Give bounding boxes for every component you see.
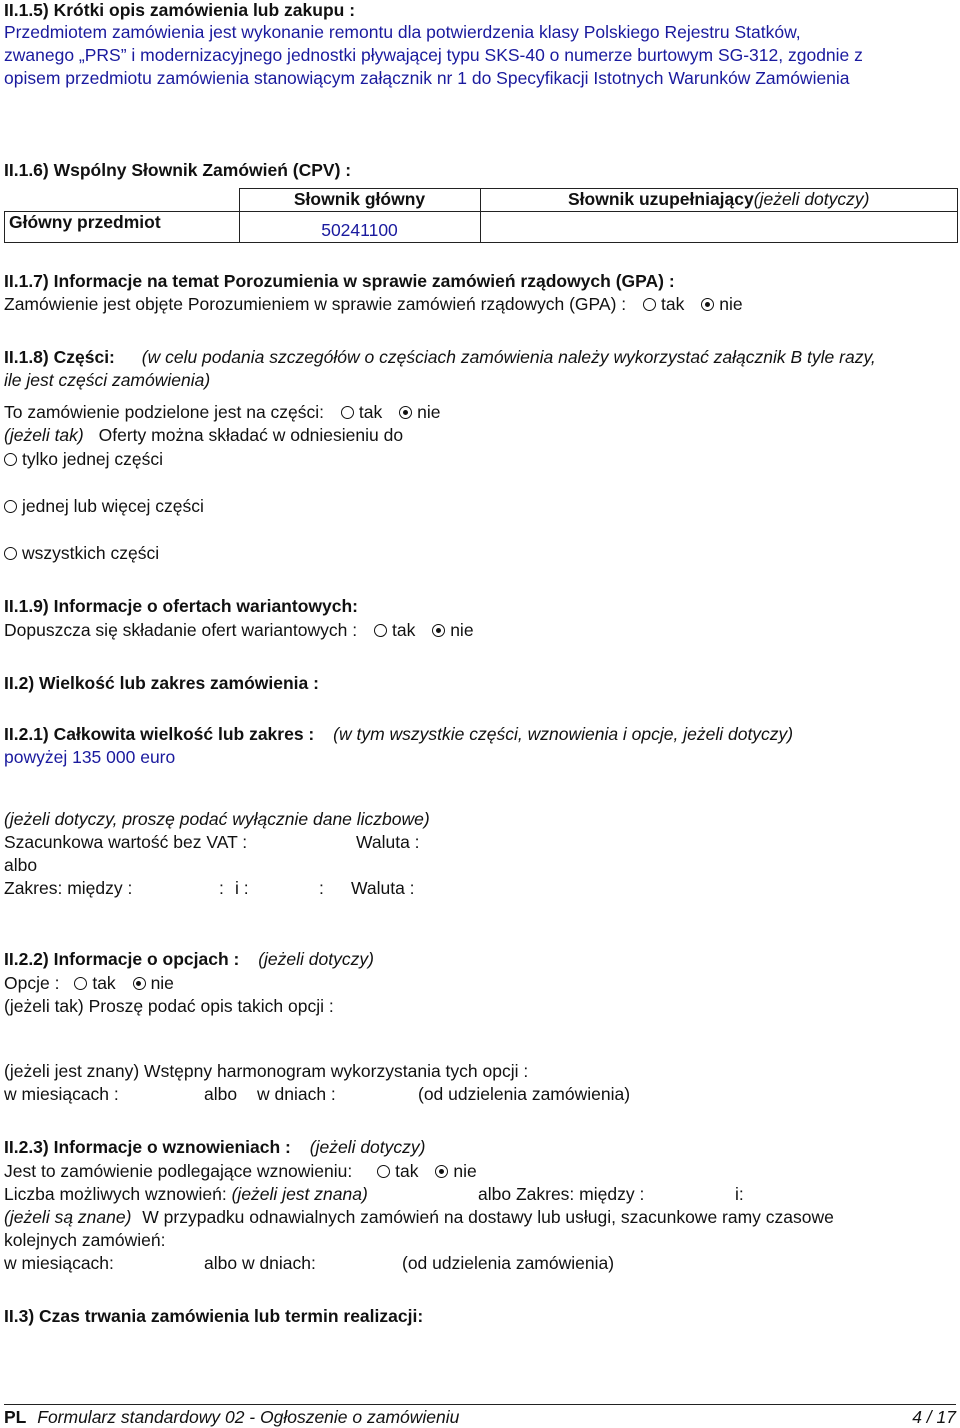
options-months-label: w miesiącach : <box>4 1084 119 1104</box>
footer-divider <box>4 1404 956 1405</box>
option-label: tak <box>661 294 685 314</box>
cpv-supp-header <box>480 189 958 212</box>
radio-empty-icon <box>74 977 87 990</box>
parts-choice-single[interactable] <box>4 449 163 470</box>
cpv-main-header: Słownik główny <box>239 189 480 212</box>
section-heading-ii-3: II.3) Czas trwania zamówienia lub termin realizacji: <box>4 1306 424 1326</box>
option-label: tylko jednej części <box>22 449 164 469</box>
radio-empty-icon <box>4 500 17 513</box>
renewals-known-text-2: kolejnych zamówień: <box>4 1230 166 1250</box>
section-heading-ii-1-9: II.1.9) Informacje o ofertach wariantowych: <box>4 596 358 616</box>
options-days-label: w dniach : <box>257 1084 336 1104</box>
currency-label: Waluta : <box>356 832 420 852</box>
radio-empty-icon <box>377 1165 390 1178</box>
range-colon-2: : <box>319 878 324 898</box>
range-label: Zakres: między : <box>4 878 133 898</box>
section-heading-ii-1-6: II.1.6) Wspólny Słownik Zamówień (CPV) : <box>4 160 352 180</box>
option-label: tak <box>358 402 383 422</box>
range-currency-label: Waluta : <box>351 878 415 898</box>
footer-left <box>4 1407 459 1428</box>
option-label: nie <box>417 402 441 422</box>
option-label: wszystkich części <box>22 543 160 563</box>
description-line-1: Przedmiotem zamówienia jest wykonanie remontu dla potwierdzenia klasy Polskiego Rejestru Statków, <box>4 22 801 42</box>
radio-selected-icon <box>435 1165 448 1178</box>
option-label: nie <box>453 1161 477 1181</box>
options-schedule-prompt: (jeżeli jest znany) Wstępny harmonogram wykorzystania tych opcji : <box>4 1061 529 1081</box>
section-heading-ii-1-7: II.1.7) Informacje na temat Porozumienia w sprawie zamówień rządowych (GPA) : <box>4 271 675 291</box>
parts-question-row <box>4 402 441 423</box>
total-scope-heading-row <box>4 724 793 745</box>
variants-option-yes[interactable] <box>374 620 415 641</box>
renewals-known-row <box>4 1207 834 1228</box>
options-description-prompt: (jeżeli tak) Proszę podać opis takich opcji : <box>4 996 334 1016</box>
options-option-yes[interactable] <box>74 973 115 994</box>
parts-choice-one-or-more[interactable] <box>4 496 204 517</box>
radio-selected-icon <box>701 298 714 311</box>
section-heading-ii-2-2: II.2.2) Informacje o opcjach : <box>4 949 240 969</box>
gpa-question-row <box>4 294 743 315</box>
renewals-count-label: Liczba możliwych wznowień: <box>4 1184 227 1204</box>
gpa-option-no[interactable] <box>701 294 742 315</box>
radio-empty-icon <box>4 453 17 466</box>
variants-question: Dopuszcza się składanie ofert wariantowych : <box>4 620 358 640</box>
option-label: jednej lub więcej części <box>22 496 204 516</box>
gpa-question: Zamówienie jest objęte Porozumieniem w sprawie zamówień rządowych (GPA) : <box>4 294 627 314</box>
parts-heading-row <box>4 347 876 368</box>
numeric-note: (jeżeli dotyczy, proszę podać wyłącznie dane liczbowe) <box>4 809 430 829</box>
renewals-question: Jest to zamówienie podlegające wznowieniu: <box>4 1161 353 1181</box>
if-yes-note: (jeżeli tak) <box>4 425 84 445</box>
options-from-award: (od udzielenia zamówienia) <box>418 1084 631 1104</box>
options-or-label: albo <box>204 1084 238 1104</box>
variants-option-no[interactable] <box>432 620 473 641</box>
cpv-supp-title: Słownik uzupełniający <box>568 189 754 210</box>
description-line-2: zwanego „PRS” i modernizacyjnego jednostki pływającej typu SKS-40 o numerze burtowym SG-312, zgodnie z <box>4 45 863 65</box>
options-question-row <box>4 973 174 994</box>
radio-selected-icon <box>432 624 445 637</box>
renewals-months-label: w miesiącach: <box>4 1253 114 1273</box>
cpv-table <box>4 188 958 243</box>
renewals-and-label: i: <box>735 1184 744 1204</box>
options-option-no[interactable] <box>133 973 174 994</box>
option-label: nie <box>719 294 743 314</box>
renewals-heading-row <box>4 1137 425 1158</box>
total-scope-note: (w tym wszystkie części, wznowienia i opcje, jeżeli dotyczy) <box>333 724 794 744</box>
range-and-label: i : <box>235 878 249 898</box>
option-label: tak <box>395 1161 419 1181</box>
parts-option-no[interactable] <box>399 402 440 423</box>
renewals-range-label: albo Zakres: między : <box>478 1184 645 1204</box>
options-heading-row <box>4 949 374 970</box>
radio-selected-icon <box>399 406 412 419</box>
option-label: nie <box>450 620 474 640</box>
or-label: albo <box>4 855 38 875</box>
total-scope-value: powyżej 135 000 euro <box>4 747 176 767</box>
renewals-option-no[interactable] <box>435 1161 476 1182</box>
cpv-empty-cell <box>5 189 240 212</box>
renewals-known-note: (jeżeli są znane) <box>4 1207 132 1227</box>
renewals-known-text: W przypadku odnawialnych zamówień na dostawy lub usługi, szacunkowe ramy czasowe <box>142 1207 834 1227</box>
parts-note-line-2: ile jest części zamówienia) <box>4 370 211 390</box>
renewals-option-yes[interactable] <box>377 1161 418 1182</box>
radio-empty-icon <box>643 298 656 311</box>
option-label: tak <box>391 620 416 640</box>
variants-question-row <box>4 620 474 641</box>
renewals-from-award: (od udzielenia zamówienia) <box>402 1253 615 1273</box>
estimated-value-label: Szacunkowa wartość bez VAT : <box>4 832 248 852</box>
offers-text: Oferty można składać w odniesieniu do <box>98 425 404 445</box>
cpv-supp-code <box>480 211 958 242</box>
section-heading-ii-2: II.2) Wielkość lub zakres zamówienia : <box>4 673 319 693</box>
range-colon: : <box>219 878 224 898</box>
section-heading-ii-2-1: II.2.1) Całkowita wielkość lub zakres : <box>4 724 315 744</box>
renewals-days-label: albo w dniach: <box>204 1253 316 1273</box>
renewals-note: (jeżeli dotyczy) <box>309 1137 426 1157</box>
parts-choice-all[interactable] <box>4 543 159 564</box>
gpa-option-yes[interactable] <box>643 294 684 315</box>
renewals-count-row <box>4 1184 368 1205</box>
radio-selected-icon <box>133 977 146 990</box>
radio-empty-icon <box>4 547 17 560</box>
section-heading-ii-2-3: II.2.3) Informacje o wznowieniach : <box>4 1137 291 1157</box>
parts-note-line-1: (w celu podania szczegółów o częściach zamówienia należy wykorzystać załącznik B tyle razy, <box>141 347 876 367</box>
cpv-row-label: Główny przedmiot <box>5 211 240 242</box>
cpv-supp-note: (jeżeli dotyczy) <box>753 189 870 210</box>
footer-lang: PL <box>4 1407 27 1427</box>
section-heading-ii-1-5: II.1.5) Krótki opis zamówienia lub zakupu : <box>4 0 356 20</box>
option-label: tak <box>92 973 116 993</box>
radio-empty-icon <box>374 624 387 637</box>
options-question: Opcje : <box>4 973 60 993</box>
option-label: nie <box>150 973 174 993</box>
options-note: (jeżeli dotyczy) <box>258 949 374 969</box>
description-line-3: opisem przedmiotu zamówienia stanowiącym załącznik nr 1 do Specyfikacji Istotnych Warunków Zamówienia <box>4 68 850 88</box>
section-heading-ii-1-8: II.1.8) Części: <box>4 347 115 367</box>
renewals-count-note: (jeżeli jest znana) <box>231 1184 368 1204</box>
cpv-main-code: 50241100 <box>239 211 480 242</box>
footer-page-number: 4 / 17 <box>912 1407 956 1427</box>
radio-empty-icon <box>341 406 354 419</box>
offers-row <box>4 425 403 446</box>
parts-option-yes[interactable] <box>341 402 382 423</box>
footer-form-name: Formularz standardowy 02 - Ogłoszenie o zamówieniu <box>37 1407 460 1427</box>
parts-question: To zamówienie podzielone jest na części: <box>4 402 325 422</box>
renewals-question-row <box>4 1161 477 1182</box>
